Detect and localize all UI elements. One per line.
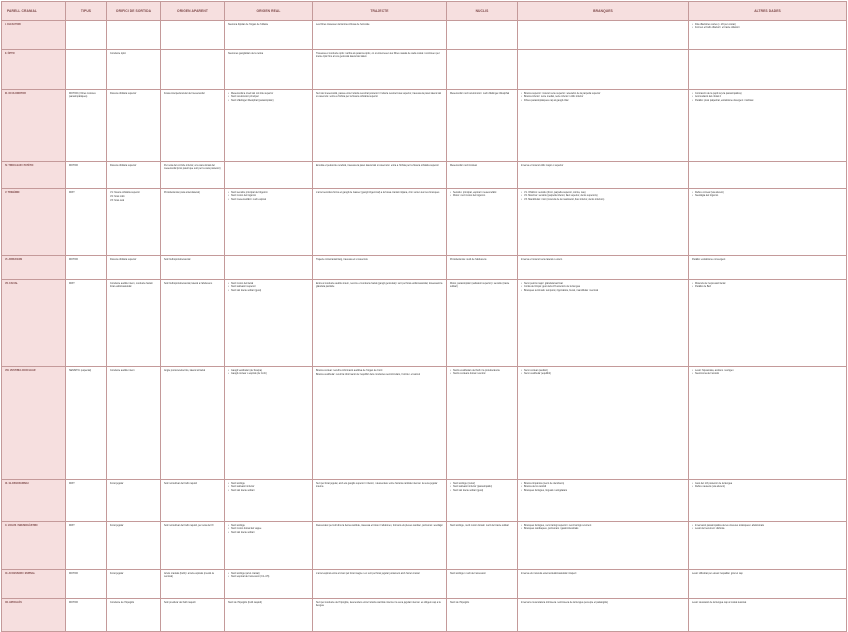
cell-text: Conducte de l'hipoglòs <box>110 600 135 604</box>
list-item: • Innervació parasimpàtica de les vísceres toràciques i abdominals <box>692 524 843 527</box>
bullet-list <box>228 282 309 293</box>
nuclis-cell <box>447 280 518 367</box>
altres-dades-cell <box>689 50 847 90</box>
cranial-nerves-table <box>1 1 847 632</box>
nuclis-cell <box>447 256 518 280</box>
cell-text: Surt del mesencèfal, passa entre l'artèria cerebral posterior i l'artèria cerebel·losa superior, travessa la paret lateral del si cavernós i entra a l'òrbita per la fissura orbitària superior <box>316 91 442 98</box>
header-origen-real: ORIGEN REAL <box>225 2 313 21</box>
cell-text: Forat jugular <box>110 571 124 575</box>
origen-aparent-cell <box>161 280 225 367</box>
cell-text: Travessa el conducte òptic i arriba al quiasma òptic, on s'entrecreuen les fibres nasals de cada costat i continuen pel tracte òptic fins al cos geniculat lateral del tàlem <box>316 51 440 58</box>
branques-cell <box>518 599 689 632</box>
list-item: • Nucli ambigu (motor) <box>450 482 514 485</box>
list-item: • Reflex corneal (via aferent) <box>692 191 843 194</box>
origen-aparent-cell <box>161 90 225 162</box>
branques-cell <box>518 256 689 280</box>
nerve-type: MIXT <box>66 280 107 367</box>
branques-cell <box>518 367 689 480</box>
origen-real-cell <box>225 480 313 522</box>
cell-text: Forat jugular <box>110 523 124 527</box>
origen-real-cell <box>225 599 313 632</box>
bullet-list <box>450 191 514 198</box>
cell-text: Nucli de l'hipoglòs (bulb raquidi) <box>228 600 262 604</box>
cell-text: Trajecte intracranial llarg, travessa el si cavernós <box>316 257 368 261</box>
cell-text: Arrels cranials (bulb) i arrels espinals (medul·la cervical) <box>164 571 214 578</box>
nuclis-cell <box>447 90 518 162</box>
list-item: • Acomodació del cristal·lí <box>692 95 843 98</box>
nerve-type: MIXT <box>66 522 107 570</box>
bullet-list <box>692 482 843 489</box>
altres-dades-cell <box>689 189 847 256</box>
list-item: • Nervi vestibular (equilibri) <box>521 372 685 375</box>
table-row <box>2 256 847 280</box>
branques-cell <box>518 480 689 522</box>
origen-real-cell <box>225 50 313 90</box>
branques-cell <box>518 570 689 599</box>
orifici-cell <box>107 280 161 367</box>
altres-dades-cell <box>689 162 847 189</box>
list-item: • Branques faríngies, linguals i amigdalars <box>521 489 685 492</box>
cell-text: V2: forat rodó <box>110 194 125 198</box>
list-item: • Contracció de la pupil·la (via parasimpàtica) <box>692 92 843 95</box>
list-item: • Nervi coclear (audició) <box>521 369 685 372</box>
cell-text: Solc preolivar del bulb raquidi <box>164 600 196 604</box>
trajecte-cell <box>313 21 447 50</box>
header-trajecte: TRAJECTE <box>313 2 447 21</box>
list-item: • Nervi petrós major: glàndula lacrimal <box>521 282 685 285</box>
list-item: • Nucli ambigu <box>228 524 309 527</box>
table-header <box>2 2 847 21</box>
nerve-type: MOTOR <box>66 256 107 280</box>
table-row <box>2 570 847 599</box>
nerve-name: XII. HIPOGLÒS <box>2 599 66 632</box>
trajecte-cell <box>313 280 447 367</box>
origen-real-cell <box>225 21 313 50</box>
origen-aparent-cell <box>161 367 225 480</box>
origen-aparent-cell <box>161 256 225 280</box>
bullet-list <box>228 191 309 202</box>
cell-text: Fissura orbitària superior <box>110 91 137 95</box>
table-row <box>2 280 847 367</box>
cell-text: Fossa interpeduncular del mesencèfal <box>164 91 205 95</box>
cell-text: Motor, parasimpàtic (salivatori superior) i sensitiu (tracte solitari) <box>450 281 510 288</box>
cell-text: Protuberància (cara anterolateral) <box>164 190 200 194</box>
table-row <box>2 480 847 522</box>
trajecte-cell <box>313 90 447 162</box>
nerve-name: I. OLFACTORI <box>2 21 66 50</box>
nerve-name: VII. FACIAL <box>2 280 66 367</box>
nuclis-cell <box>447 522 518 570</box>
trajecte-cell <box>313 50 447 90</box>
header-orifici-sortida: ORIFICI DE SORTIDA <box>107 2 161 21</box>
altres-dades-cell <box>689 90 847 162</box>
list-item: • Nucli motor dorsal del vague <box>228 527 309 530</box>
cell-text: Entra al conducte auditiu intern, recorre el conducte facial (gangli geniculat) i surt pel forat estilomastoidal, travessant la glàndula paròtide <box>316 281 443 288</box>
trajecte-cell <box>313 256 447 280</box>
header-altres-dades: ALTRES DADES <box>689 2 847 21</box>
trajecte-cell <box>313 162 447 189</box>
list-item: • V3. Mandibular: mixt (músculs de la masticació, llavi inferior, dents inferiors) <box>521 198 685 201</box>
origen-aparent-cell <box>161 50 225 90</box>
list-item: • Corda del timpà: gust dels 2/3 anteriors de la llengua <box>521 285 685 288</box>
list-item: • Nucli salivatori inferior (parasimpàtic) <box>450 485 514 488</box>
header-branques: BRANQUES <box>518 2 689 21</box>
cell-text: Conducte òptic <box>110 51 126 55</box>
orifici-cell <box>107 570 161 599</box>
list-item: • Branques terminals: temporal, zigomàtica, bucal, mandibular i cervical <box>521 289 685 292</box>
bullet-list <box>692 92 843 103</box>
cell-text: Innerva la musculatura intrínseca i extrínseca de la llengua (excepte el palatoglòs) <box>521 600 609 604</box>
branques-cell <box>518 162 689 189</box>
branques-cell <box>518 522 689 570</box>
table-row <box>2 90 847 162</box>
cell-text: Solc bulboprotuberancial, lateral a l'abducens <box>164 281 213 285</box>
cell-text: Paràlisi: estrabisme convergent <box>692 257 726 261</box>
altres-dades-cell <box>689 480 847 522</box>
cell-text: L'arrel espinal entra al crani pel forat magne i en surt pel forat jugular juntament amb l'arrel cranial <box>316 571 420 575</box>
list-item: • Lesió del recurrent: disfonia <box>692 527 843 530</box>
list-item: • Paràlisi: ptosi palpebral, estrabisme divergent i midriasi <box>692 99 843 102</box>
nuclis-cell <box>447 50 518 90</box>
table-row <box>2 522 847 570</box>
nerve-type: MIXT <box>66 480 107 522</box>
list-item: • Nucli del tracte solitari (gust) <box>228 289 309 292</box>
orifici-cell <box>107 90 161 162</box>
branques-cell <box>518 189 689 256</box>
cell-text: V3: forat oval <box>110 198 125 202</box>
cell-text: Branca coclear: recull la informació auditiva de l'òrgan de Corti <box>316 368 383 372</box>
cell-text: Nucli ambigu i nucli de l'accessori <box>450 571 486 575</box>
table-body <box>2 21 847 632</box>
cell-text: Fissura orbitària superior <box>110 257 137 261</box>
bullet-list <box>692 524 843 531</box>
bullet-list <box>521 92 685 103</box>
bullet-list <box>692 23 843 30</box>
nerve-type: MOTOR <box>66 162 107 189</box>
nerve-name: VIII. VESTIBULOCOCLEAR <box>2 367 66 480</box>
cell-text: Neurones gangliolars de la retina <box>228 51 264 55</box>
orifici-cell <box>107 480 161 522</box>
orifici-cell <box>107 50 161 90</box>
list-item: • Nucli salivatori inferior <box>228 485 309 488</box>
cell-text: V1: fissura orbitària superior <box>110 190 140 194</box>
header-row <box>2 2 847 21</box>
bullet-list <box>228 482 309 493</box>
list-item: • V2. Maxil·lar: sensitiu (parpella inferior, llavi superior, dents superiors) <box>521 194 685 197</box>
list-item: • V1. Oftàlmic: sensitiu (front, parpella superior, còrnia, nas) <box>521 191 685 194</box>
origen-aparent-cell <box>161 599 225 632</box>
list-item: • Músculs de l'expressió facial <box>692 282 843 285</box>
list-item: • Gangli vestibular (de Scarpa) <box>228 369 309 372</box>
origen-real-cell <box>225 522 313 570</box>
altres-dades-cell <box>689 522 847 570</box>
list-item: • Branca timpànica (nervi de Jacobson) <box>521 482 685 485</box>
bullet-list <box>450 369 514 376</box>
list-item: • Branca del si carotidi <box>521 485 685 488</box>
nuclis-cell <box>447 189 518 256</box>
list-item: • Nuclis coclears dorsal i ventral <box>450 372 514 375</box>
nerve-name: XI. ACCESSORI / ESPINAL <box>2 570 66 599</box>
nerve-type: MOTOR (i fibres motores parasimpàtiques) <box>66 90 107 162</box>
cell-text: Nucli ambigu, nucli motor dorsal i nucli del tracte solitari <box>450 523 509 527</box>
nerve-name: X. VAGUS / NEUMOGÀSTRIC <box>2 522 66 570</box>
altres-dades-cell <box>689 599 847 632</box>
header-origen-aparent: ORIGEN APARENT <box>161 2 225 21</box>
list-item: • Formen el bulb olfactori i el tracte olfactori <box>692 26 843 29</box>
altres-dades-cell <box>689 367 847 480</box>
list-item: • Paràlisi de Bell <box>692 285 843 288</box>
cell-text: Surt pel conducte de l'hipoglòs, descendeix entre l'artèria caròtide interna i la vena jugular interna i es dirigeix cap a la llengua <box>316 600 441 607</box>
bullet-list <box>228 524 309 535</box>
list-item: • Nucli motor del trigèmin <box>228 194 309 197</box>
cell-text: Forat jugular <box>110 481 124 485</box>
cell-text: Les fibres travessen la làmina cribosa de l'etmoide <box>316 22 370 26</box>
altres-dades-cell <box>689 21 847 50</box>
trajecte-cell <box>313 367 447 480</box>
cell-text: Per sota del col·licle inferior, a la cara dorsal del mesencèfal (únic parell que surt per la cara posterior) <box>164 163 221 170</box>
cell-text: Envolta el peduncle cerebral, travessa la paret lateral del si cavernós i entra a l'òrbita per la fissura orbitària superior <box>316 163 439 167</box>
bullet-list <box>228 369 309 376</box>
orifici-cell <box>107 522 161 570</box>
cell-text: Lesió: dificultat per elevar l'espatlla i girar el cap <box>692 571 743 575</box>
branques-cell <box>518 50 689 90</box>
list-item: • Motor: nucli motor del trigèmin <box>450 194 514 197</box>
orifici-cell <box>107 599 161 632</box>
cell-text: Branca vestibular: recull la informació de l'equilibri dels conductes semicirculars, l'utricle i el sàccul <box>316 372 421 376</box>
bullet-list <box>692 369 843 376</box>
table-row <box>2 21 847 50</box>
nerve-type: MIXT <box>66 189 107 256</box>
bullet-list <box>228 92 309 103</box>
origen-aparent-cell <box>161 480 225 522</box>
origen-real-cell <box>225 367 313 480</box>
header-parell-cranial: PARELL CRANIAL <box>2 2 66 21</box>
list-item: • Nucli motor del facial <box>228 282 309 285</box>
nuclis-cell <box>447 599 518 632</box>
list-item: • Nucli espinal de l'accessori (C1–C5) <box>228 575 309 578</box>
nerve-type: MOTOR <box>66 570 107 599</box>
cell-text: Conducte auditiu intern <box>110 368 135 372</box>
origen-aparent-cell <box>161 570 225 599</box>
cell-text: Surt pel forat jugular, amb els ganglis superior i inferior, i descendeix entre l'artèria caròtide interna i la vena jugular interna <box>316 481 438 488</box>
origen-aparent-cell <box>161 162 225 189</box>
cell-text: L'arrel sensitiva forma el gangli de Gasser (gangli trigeminal) a la fossa cranial mitjana, d'on surten les tres branques <box>316 190 440 194</box>
trajecte-cell <box>313 522 447 570</box>
cell-text: Mesencèfal: nucli troclear <box>450 163 478 167</box>
table-row <box>2 599 847 632</box>
cell-text: Nucli de l'hipoglòs <box>450 600 470 604</box>
origen-real-cell <box>225 90 313 162</box>
nuclis-cell <box>447 162 518 189</box>
nerve-type: MOTOR <box>66 599 107 632</box>
nerve-type <box>66 50 107 90</box>
branques-cell <box>518 280 689 367</box>
trajecte-cell <box>313 599 447 632</box>
cell-text: Solc retroolivar del bulb raquidi, per sota del IX <box>164 523 214 527</box>
nuclis-cell <box>447 570 518 599</box>
orifici-cell <box>107 189 161 256</box>
orifici-cell <box>107 367 161 480</box>
origen-real-cell <box>225 280 313 367</box>
branques-cell <box>518 21 689 50</box>
bullet-list <box>521 369 685 376</box>
trajecte-cell <box>313 570 447 599</box>
altres-dades-cell <box>689 280 847 367</box>
nuclis-cell <box>447 367 518 480</box>
list-item: • Sensitiu: principal, espinal i mesencefàlic <box>450 191 514 194</box>
nerve-name: III. OCULOMOTOR <box>2 90 66 162</box>
altres-dades-cell <box>689 570 847 599</box>
table-row <box>2 189 847 256</box>
bullet-list <box>692 282 843 289</box>
bullet-list <box>521 282 685 293</box>
cell-text: Conducte auditiu intern, conducte facial i forat estilomastoidal <box>110 281 154 288</box>
list-item: • Neuràlgia del trigèmin <box>692 194 843 197</box>
nerve-type: SENSITIU (especial) <box>66 367 107 480</box>
list-item: • Mesencèfal a nivell del col·licle superior <box>228 92 309 95</box>
nerve-name: VI. ABDUCENS <box>2 256 66 280</box>
bullet-list <box>228 572 309 579</box>
header-nuclis: NUCLIS <box>447 2 518 21</box>
origen-real-cell <box>225 256 313 280</box>
table-row <box>2 50 847 90</box>
list-item: • Branca inferior: recte medial, recte inferior i oblic inferior <box>521 95 685 98</box>
list-item: • Fibres parasimpàtiques cap al gangli ciliar <box>521 99 685 102</box>
nerve-name: IV. TROCLEAR / PATÈTIC <box>2 162 66 189</box>
bullet-list <box>450 482 514 493</box>
list-item: • Nucli d'Edinger-Westphal (parasimpàtic) <box>228 99 309 102</box>
cell-text: Innerva el múscul recte lateral o extern <box>521 257 563 261</box>
origen-real-cell <box>225 189 313 256</box>
nerve-name: V. TRIGÈMIN <box>2 189 66 256</box>
list-item: • Nucli del tracte solitari <box>228 489 309 492</box>
trajecte-cell <box>313 189 447 256</box>
origen-real-cell <box>225 162 313 189</box>
list-item: • Branques cardíaques, pulmonars i gastrointestinals <box>521 527 685 530</box>
orifici-cell <box>107 256 161 280</box>
cell-text: Neurona bipolar de l'òrgan de l'olfacte <box>228 22 269 26</box>
orifici-cell <box>107 162 161 189</box>
nuclis-cell <box>447 21 518 50</box>
trajecte-cell <box>313 480 447 522</box>
cell-text: Angle pontocerebel·lós, lateral al facial <box>164 368 206 372</box>
cell-text: Protuberància: nucli de l'abducens <box>450 257 487 261</box>
list-item: • Nucli del tracte solitari <box>228 531 309 534</box>
list-item: • Nucli ambigu (arrel cranial) <box>228 572 309 575</box>
bullet-list <box>521 191 685 202</box>
cell-text: Lesió: desviació de la llengua cap al costat lesionat <box>692 600 747 604</box>
origen-aparent-cell <box>161 21 225 50</box>
list-item: • Fila olfactòries curtes (≈ 20 per costat) <box>692 23 843 26</box>
list-item: • Nucli salivatori superior <box>228 285 309 288</box>
cell-text: Innerva el múscul oblic major o superior <box>521 163 564 167</box>
list-item: • Lesió: hipoacúsia, acúfens i vertigen <box>692 369 843 372</box>
list-item: • Nucli oculomotor principal <box>228 95 309 98</box>
list-item: • Branca superior: múscul recte superior i elevador de la parpella superior <box>521 92 685 95</box>
origen-aparent-cell <box>161 522 225 570</box>
cell-text: Innerva els músculs esternocleidomastoidal i trapezi <box>521 571 577 575</box>
bullet-list <box>521 482 685 493</box>
nerve-name: II. ÒPTIC <box>2 50 66 90</box>
nerve-type <box>66 21 107 50</box>
nuclis-cell <box>447 480 518 522</box>
list-item: • Nucli del tracte solitari (gust) <box>450 489 514 492</box>
list-item: • Reflex nauseós (via aferent) <box>692 485 843 488</box>
list-item: • Neurinoma de l'acústic <box>692 372 843 375</box>
cell-text: Mesencèfal: nucli oculomotor i nucli d'Edinger-Westphal <box>450 91 510 95</box>
nerve-name: IX. GLOSSOFARINGI <box>2 480 66 522</box>
header-tipus: TIPUS <box>66 2 107 21</box>
table-row <box>2 367 847 480</box>
list-item: • Nucli sensitiu principal del trigèmin <box>228 191 309 194</box>
altres-dades-cell <box>689 256 847 280</box>
origen-aparent-cell <box>161 189 225 256</box>
cell-text: Descendeix pel coll dins la beina caròtide, travessa el tòrax i l'abdomen, formant els plexes cardíac, pulmonar i esofàgic <box>316 523 443 527</box>
table-row <box>2 162 847 189</box>
list-item: • Branques faríngies, nervi laringi superior i nervi laringi recurrent <box>521 524 685 527</box>
origen-real-cell <box>225 570 313 599</box>
cell-text: Solc bulboprotuberancial <box>164 257 191 261</box>
list-item: • Gangli coclear o espiral (de Corti) <box>228 372 309 375</box>
bullet-list <box>692 191 843 198</box>
bullet-list <box>521 524 685 531</box>
list-item: • Nuclis vestibulars del bulb i la protuberància <box>450 369 514 372</box>
cell-text: Solc retroolivar del bulb raquidi <box>164 481 197 485</box>
cell-text: Fissura orbitària superior <box>110 163 137 167</box>
orifici-cell <box>107 21 161 50</box>
list-item: • Nucli ambigu <box>228 482 309 485</box>
branques-cell <box>518 90 689 162</box>
list-item: • Gust del 1/3 posterior de la llengua <box>692 482 843 485</box>
list-item: • Nucli mesencefàlic i nucli espinal <box>228 198 309 201</box>
